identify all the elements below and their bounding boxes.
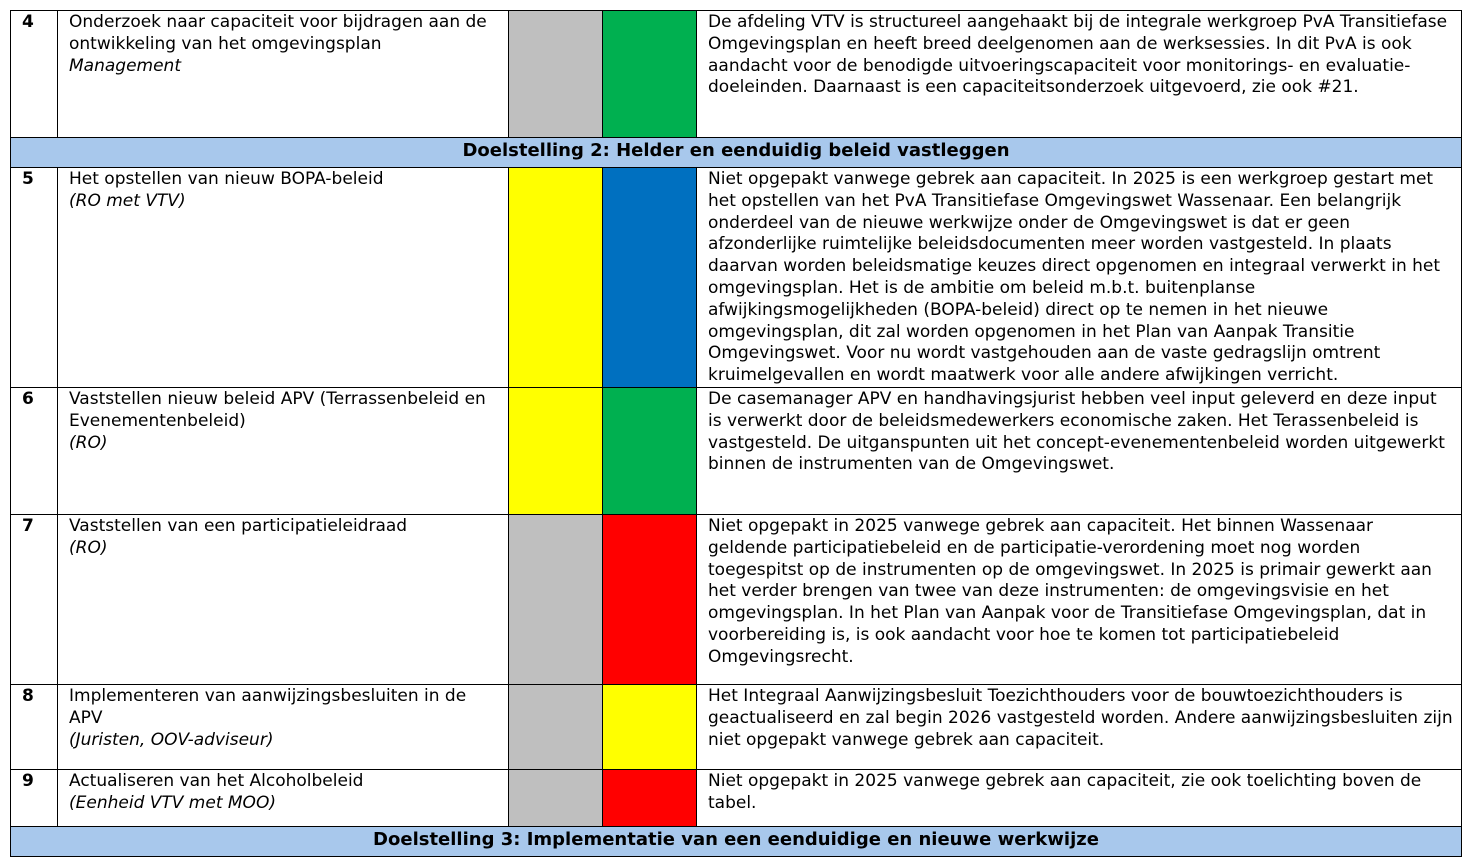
task-role: (RO) bbox=[69, 432, 108, 453]
description-cell: De afdeling VTV is structureel aangehaakt bij de integrale werkgroep PvA Transitiefase Omgevingsplan en heeft breed deelgenomen aan de werksessies. In dit PvA is ook aandacht voor de benodigde uitvoeringscapaciteit voor monitorings- en evaluatie-doeleinden. Daarnaast is een capaciteitsonderzoek uitgevoerd, zie ook #21. bbox=[697, 11, 1462, 138]
row-number: 7 bbox=[11, 515, 58, 685]
description-cell: Niet opgepakt in 2025 vanwege gebrek aan capaciteit, zie ook toelichting boven de tabel. bbox=[697, 770, 1462, 827]
task-role: Management bbox=[69, 55, 181, 76]
status-cell-2 bbox=[603, 168, 697, 388]
task-cell bbox=[58, 685, 509, 770]
description-cell: Het Integraal Aanwijzingsbesluit Toezichthouders voor de bouwtoezichthouders is geactualiseerd en zal begin 2026 vastgesteld worden. Andere aanwijzingsbesluiten zijn niet opgepakt vanwege gebrek aan capaciteit. bbox=[697, 685, 1462, 770]
table-row bbox=[11, 388, 1462, 515]
table-row bbox=[11, 770, 1462, 827]
status-cell-2 bbox=[603, 11, 697, 138]
section-title: Doelstelling 2: Helder en eenduidig beleid vastleggen bbox=[11, 138, 1462, 168]
task-cell bbox=[58, 515, 509, 685]
status-cell-1 bbox=[509, 11, 603, 138]
task-title: Vaststellen van een participatieleidraad bbox=[69, 516, 408, 536]
row-number: 5 bbox=[11, 168, 58, 388]
task-title: Implementeren van aanwijzingsbesluiten in de APV bbox=[69, 686, 467, 728]
status-cell-2 bbox=[603, 388, 697, 515]
table-row bbox=[11, 515, 1462, 685]
row-number: 9 bbox=[11, 770, 58, 827]
task-title: Onderzoek naar capaciteit voor bijdragen aan de ontwikkeling van het omgevingsplan bbox=[69, 12, 487, 54]
row-number: 6 bbox=[11, 388, 58, 515]
task-title: Het opstellen van nieuw BOPA-beleid bbox=[69, 169, 384, 189]
task-cell bbox=[58, 11, 509, 138]
task-title: Vaststellen nieuw beleid APV (Terrassenbeleid en Evenementenbeleid) bbox=[69, 389, 486, 431]
status-cell-1 bbox=[509, 168, 603, 388]
status-cell-1 bbox=[509, 515, 603, 685]
row-number: 4 bbox=[11, 11, 58, 138]
table-row bbox=[11, 11, 1462, 138]
status-cell-2 bbox=[603, 515, 697, 685]
task-role: (RO met VTV) bbox=[69, 190, 186, 211]
status-cell-1 bbox=[509, 685, 603, 770]
section-header bbox=[11, 138, 1462, 168]
status-cell-1 bbox=[509, 388, 603, 515]
task-role: (RO) bbox=[69, 537, 108, 558]
table-row bbox=[11, 685, 1462, 770]
goals-table bbox=[10, 10, 1462, 857]
task-cell bbox=[58, 168, 509, 388]
task-cell bbox=[58, 388, 509, 515]
description-cell: Niet opgepakt in 2025 vanwege gebrek aan capaciteit. Het binnen Wassenaar geldende participatiebeleid en de participatie-verordening moet nog worden toegespitst op de instrumenten op de omgevingswet. In 2025 is primair gewerkt aan het verder brengen van twee van deze instrumenten: de omgevingsvisie en het omgevingsplan. In het Plan van Aanpak voor de Transitiefase Omgevingsplan, dat in voorbereiding is, is ook aandacht voor hoe te komen tot participatiebeleid Omgevingsrecht. bbox=[697, 515, 1462, 685]
task-cell bbox=[58, 770, 509, 827]
status-cell-1 bbox=[509, 770, 603, 827]
section-title: Doelstelling 3: Implementatie van een eenduidige en nieuwe werkwijze bbox=[11, 827, 1462, 857]
task-role: (Juristen, OOV-adviseur) bbox=[69, 729, 274, 750]
task-title: Actualiseren van het Alcoholbeleid bbox=[69, 771, 364, 791]
section-header bbox=[11, 827, 1462, 857]
row-number: 8 bbox=[11, 685, 58, 770]
table-row bbox=[11, 168, 1462, 388]
status-cell-2 bbox=[603, 685, 697, 770]
description-cell: Niet opgepakt vanwege gebrek aan capaciteit. In 2025 is een werkgroep gestart met het opstellen van het PvA Transitiefase Omgevingswet Wassenaar. Een belangrijk onderdeel van de nieuwe werkwijze onder de Omgevingswet is dat er geen afzonderlijke ruimtelijke beleidsdocumenten meer worden vastgesteld. In plaats daarvan worden beleidsmatige keuzes direct opgenomen en integraal verwerkt in het omgevingsplan. Het is de ambitie om beleid m.b.t. buitenplanse afwijkingsmogelijkheden (BOPA-beleid) direct op te nemen in het nieuwe omgevingsplan, dit zal worden opgenomen in het Plan van Aanpak Transitie Omgevingswet. Voor nu wordt vastgehouden aan de vaste gedragslijn omtrent kruimelgevallen en wordt maatwerk voor alle andere afwijkingen verricht. bbox=[697, 168, 1462, 388]
task-role: (Eenheid VTV met MOO) bbox=[69, 792, 276, 813]
status-cell-2 bbox=[603, 770, 697, 827]
description-cell: De casemanager APV en handhavingsjurist hebben veel input geleverd en deze input is verwerkt door de beleidsmedewerkers economische zaken. Het Terassenbeleid is vastgesteld. De uitganspunten uit het concept-evenementenbeleid worden uitgewerkt binnen de instrumenten van de Omgevingswet. bbox=[697, 388, 1462, 515]
